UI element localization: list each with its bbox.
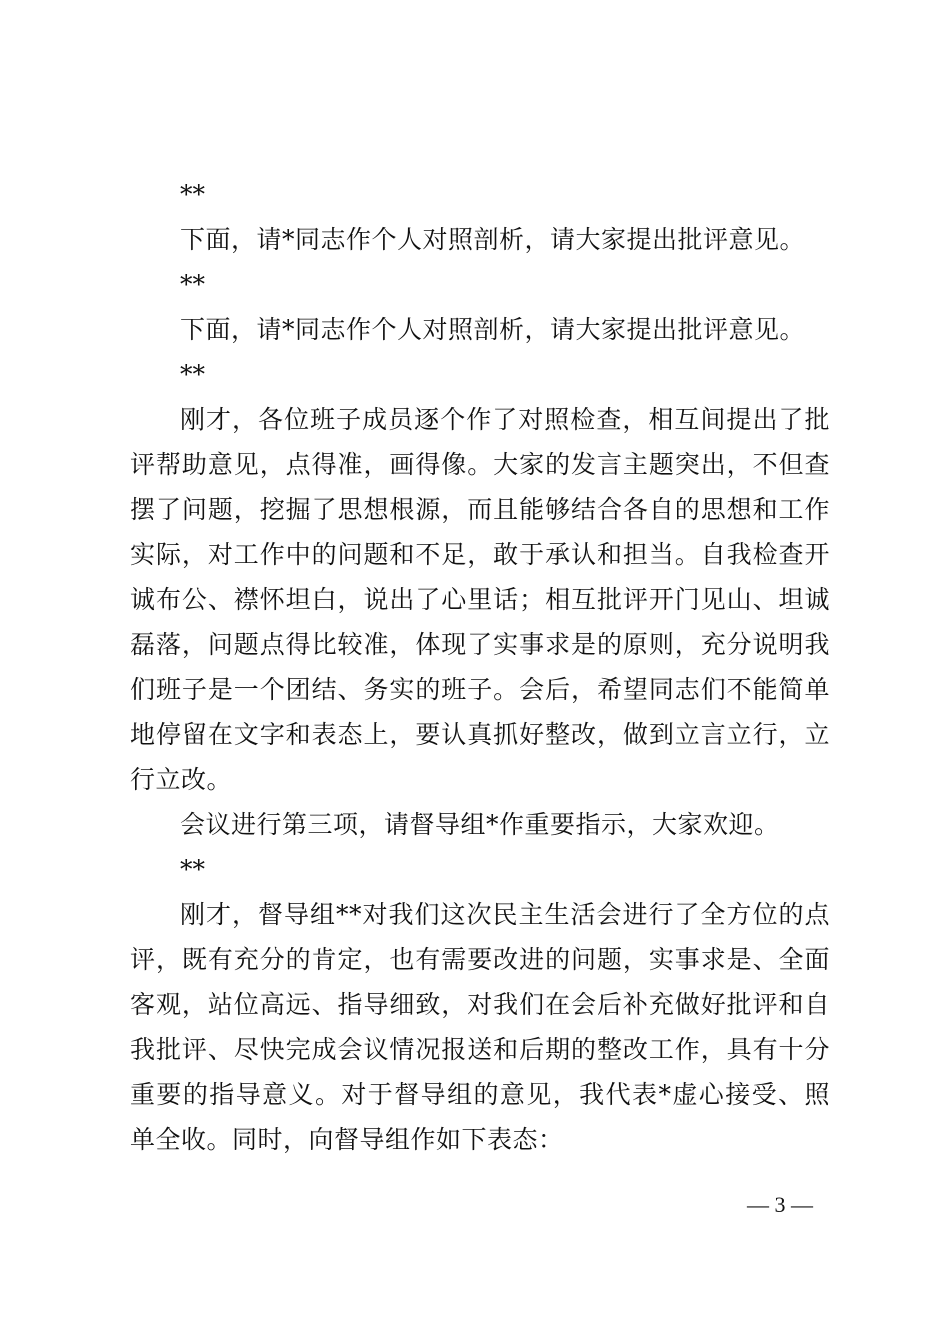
paragraph: 下面，请*同志作个人对照剖析，请大家提出批评意见。 bbox=[180, 225, 806, 254]
speaker-marker: ** bbox=[180, 360, 205, 389]
paragraph: 刚才，各位班子成员逐个作了对照检查，相互间提出了批评帮助意见，点得准，画得像。大家的发言主题突出，不但查摆了问题，挖掘了思想根源，而且能够结合各自的思想和工作实际，对工作中的问题和不足，敢于承认和担当。自我检查开诚布公、襟怀坦白，说出了心里话；相互批评开门见山、坦诚磊落，问题点得比较准，体现了实事求是的原则，充分说明我们班子是一个团结、务实的班子。会后，希望同志们不能简单地停留在文字和表态上，要认真抓好整改，做到立言立行，立行立改。 bbox=[130, 405, 830, 794]
paragraph: 刚才，督导组**对我们这次民主生活会进行了全方位的点评，既有充分的肯定，也有需要改进的问题，实事求是、全面客观，站位高远、指导细致，对我们在会后补充做好批评和自我批评、尽快完成会议情况报送和后期的整改工作，具有十分重要的指导意义。对于督导组的意见，我代表*虚心接受、照单全收。同时，向督导组作如下表态： bbox=[130, 900, 830, 1154]
speaker-marker: ** bbox=[180, 180, 205, 209]
speaker-marker: ** bbox=[180, 270, 205, 299]
speaker-marker: ** bbox=[180, 855, 205, 884]
page-number: — 3 — bbox=[747, 1192, 813, 1217]
paragraph: 会议进行第三项，请督导组*作重要指示，大家欢迎。 bbox=[180, 810, 780, 839]
document-body bbox=[130, 172, 830, 1162]
paragraph: 下面，请*同志作个人对照剖析，请大家提出批评意见。 bbox=[180, 315, 806, 344]
